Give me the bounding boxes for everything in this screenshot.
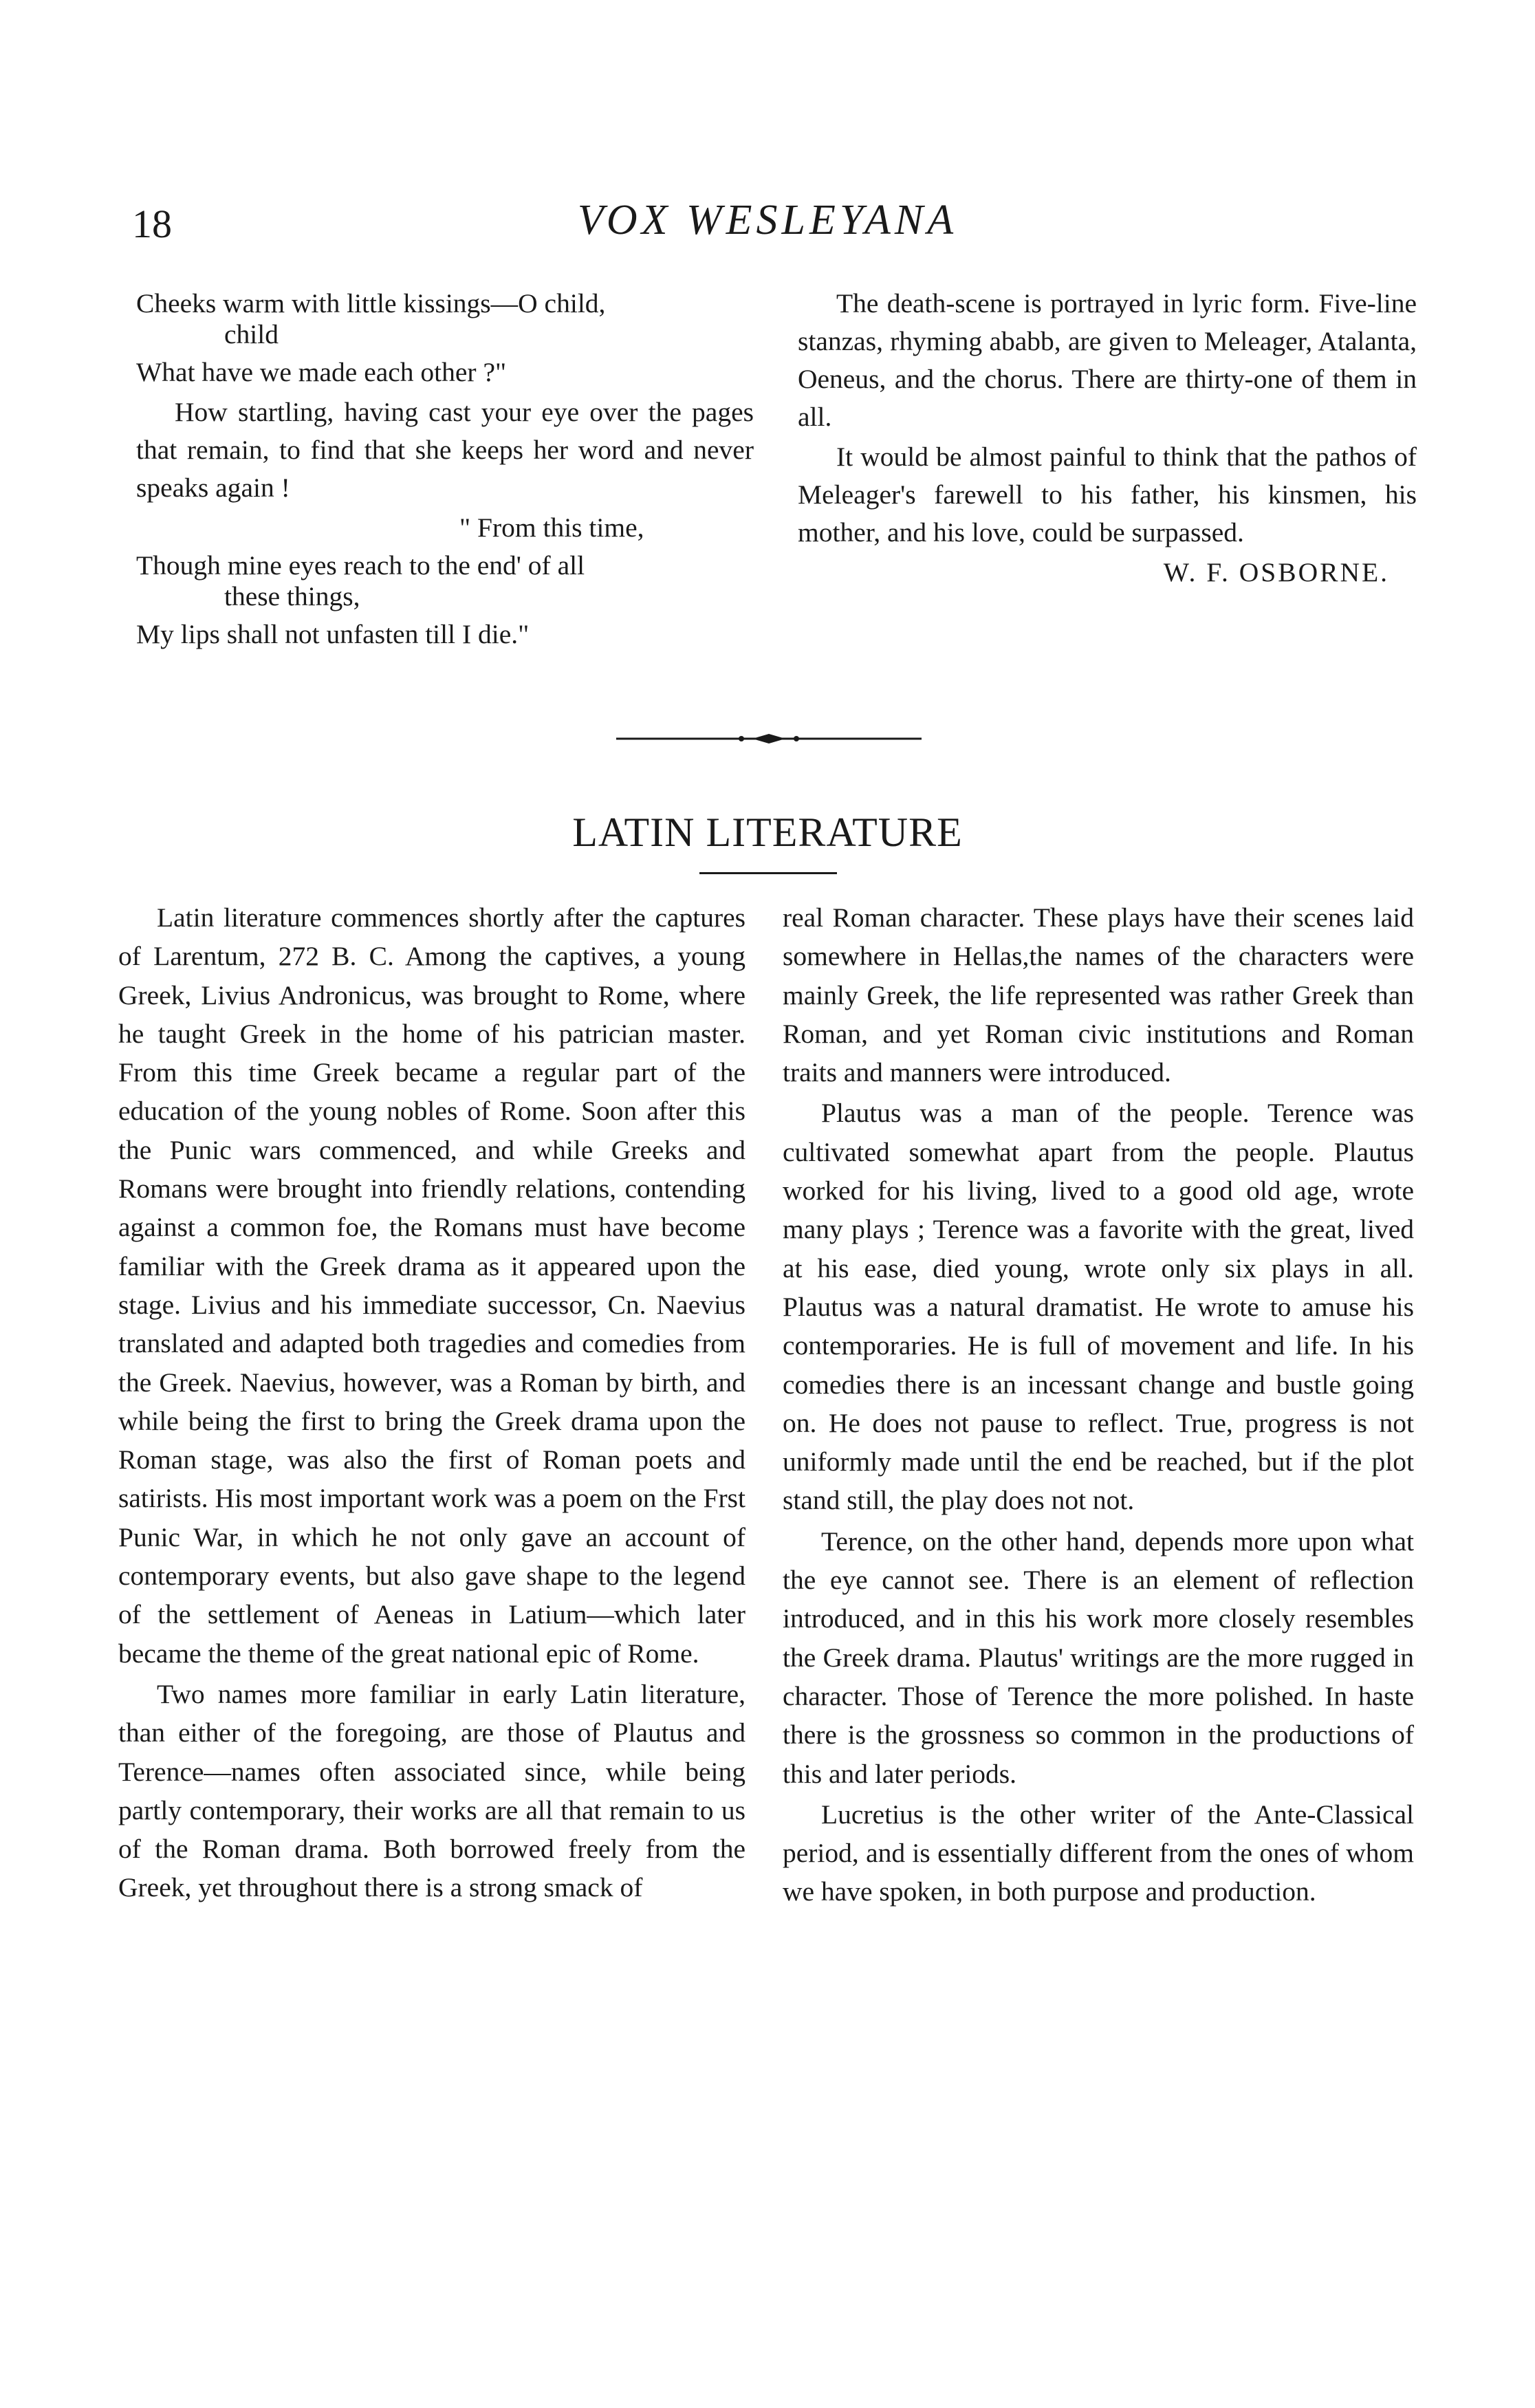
quote-stanza [136,509,754,653]
body-paragraph: Lucretius is the other writer of the Ante-Classical period, and is essentially different from the ones of whom we have spoken, in both purpose and production. [783,1799,1414,1907]
quote-line: " From this time, [459,512,644,543]
page-number: 18 [132,202,172,246]
body-paragraph: Two names more familiar in early Latin literature, than either of the foregoing, are those of Plautus and Terence—names often associated since, while being partly contemporary, their works are all that remain to us of the Roman drama. Both borrowed freely from the Greek, yet throughout there is a strong smack of [118,1678,745,1903]
body-paragraph: Plautus was a man of the people. Terence was cultivated somewhat apart from the people. Plautus worked for his living, lived to a good old age, wrote many plays ; Terence was a favorite with the great, lived at his ease, died young, wrote only six plays in all. Plautus was a natural dramatist. He wrote to amuse his contemporaries. He is full of movement and life. In his comedies there is an incessant change and bustle going on. He does not pause to reflect. True, progress is not uniformly made until the end be reached, but if the plot stand still, the play does not not. [783,1098,1414,1516]
top-left-column [136,285,754,653]
body-paragraph: It would be almost painful to think that the pathos of Meleager's farewell to his father, his kinsmen, his mother, and his love, could be surpassed. [798,442,1417,547]
poem-line-tail: child [224,319,279,349]
article-title: LATIN LITERATURE [572,810,963,855]
article-right-column [783,898,1414,1911]
body-paragraph: Latin literature commences shortly after the captures of Larentum, 272 B. C. Among the captives, a young Greek, Livius Andronicus, was brought to Rome, where he taught Greek in the home of his patrician master. From this time Greek became a regular part of the education of the young nobles of Rome. Soon after this the Punic wars commenced, and while Greeks and Romans were brought into friendly relations, contending against a common foe, the Romans must have become familiar with the Greek drama as it appeared upon the stage. Livius and his immediate successor, Cn. Naevius translated and adapted both tragedies and comedies from the Greek. Naevius, however, was a Roman by birth, and while being the first to bring the Greek drama upon the Roman stage, was also the first of Roman poets and satirists. His most important work was a poem on the Frst Punic War, in which he not only gave an account of contemporary events, but also gave shape to the legend of the settlement of Aeneas in Latium—which later became the theme of the great national epic of Rome. [118,902,745,1669]
quote-line: My lips shall not unfasten till I die." [136,619,530,649]
body-paragraph: The death-scene is portrayed in lyric form. Five-line stanzas, rhyming ababb, are given to Meleager, Atalanta, Oeneus, and the chorus. There are thirty-one of them in all. [798,288,1417,432]
title-rule [699,872,837,874]
body-paragraph: Terence, on the other hand, depends more upon what the eye cannot see. There is an element of reflection introduced, and in this his work more closely resembles the Greek drama. Plautus' writings are the more rugged in character. Those of Terence the more polished. In haste there is the grossness so common in the productions of this and later periods. [783,1526,1414,1789]
body-paragraph: real Roman character. These plays have their scenes laid somewhere in Hellas,the names of the characters were mainly Greek, the life represented was rather Greek than Roman, and yet Roman civic institutions and Roman traits and manners were introduced. [783,902,1414,1088]
body-paragraph: How startling, having cast your eye over the pages that remain, to find that she keeps her word and never speaks again ! [136,397,754,503]
poem-line: What have we made each other ?" [136,357,507,387]
author-signature: W. F. OSBORNE. [1163,557,1389,587]
running-head: VOX WESLEYANA [577,197,958,243]
top-right-column [798,285,1417,592]
quote-line-tail: these things, [224,581,360,611]
article-left-column [118,898,745,1907]
section-divider-ornament [616,732,922,746]
poem-stanza [136,285,754,391]
poem-line: Cheeks warm with little kissings—O child, [136,288,606,318]
quote-line: Though mine eyes reach to the end' of all [136,550,585,581]
